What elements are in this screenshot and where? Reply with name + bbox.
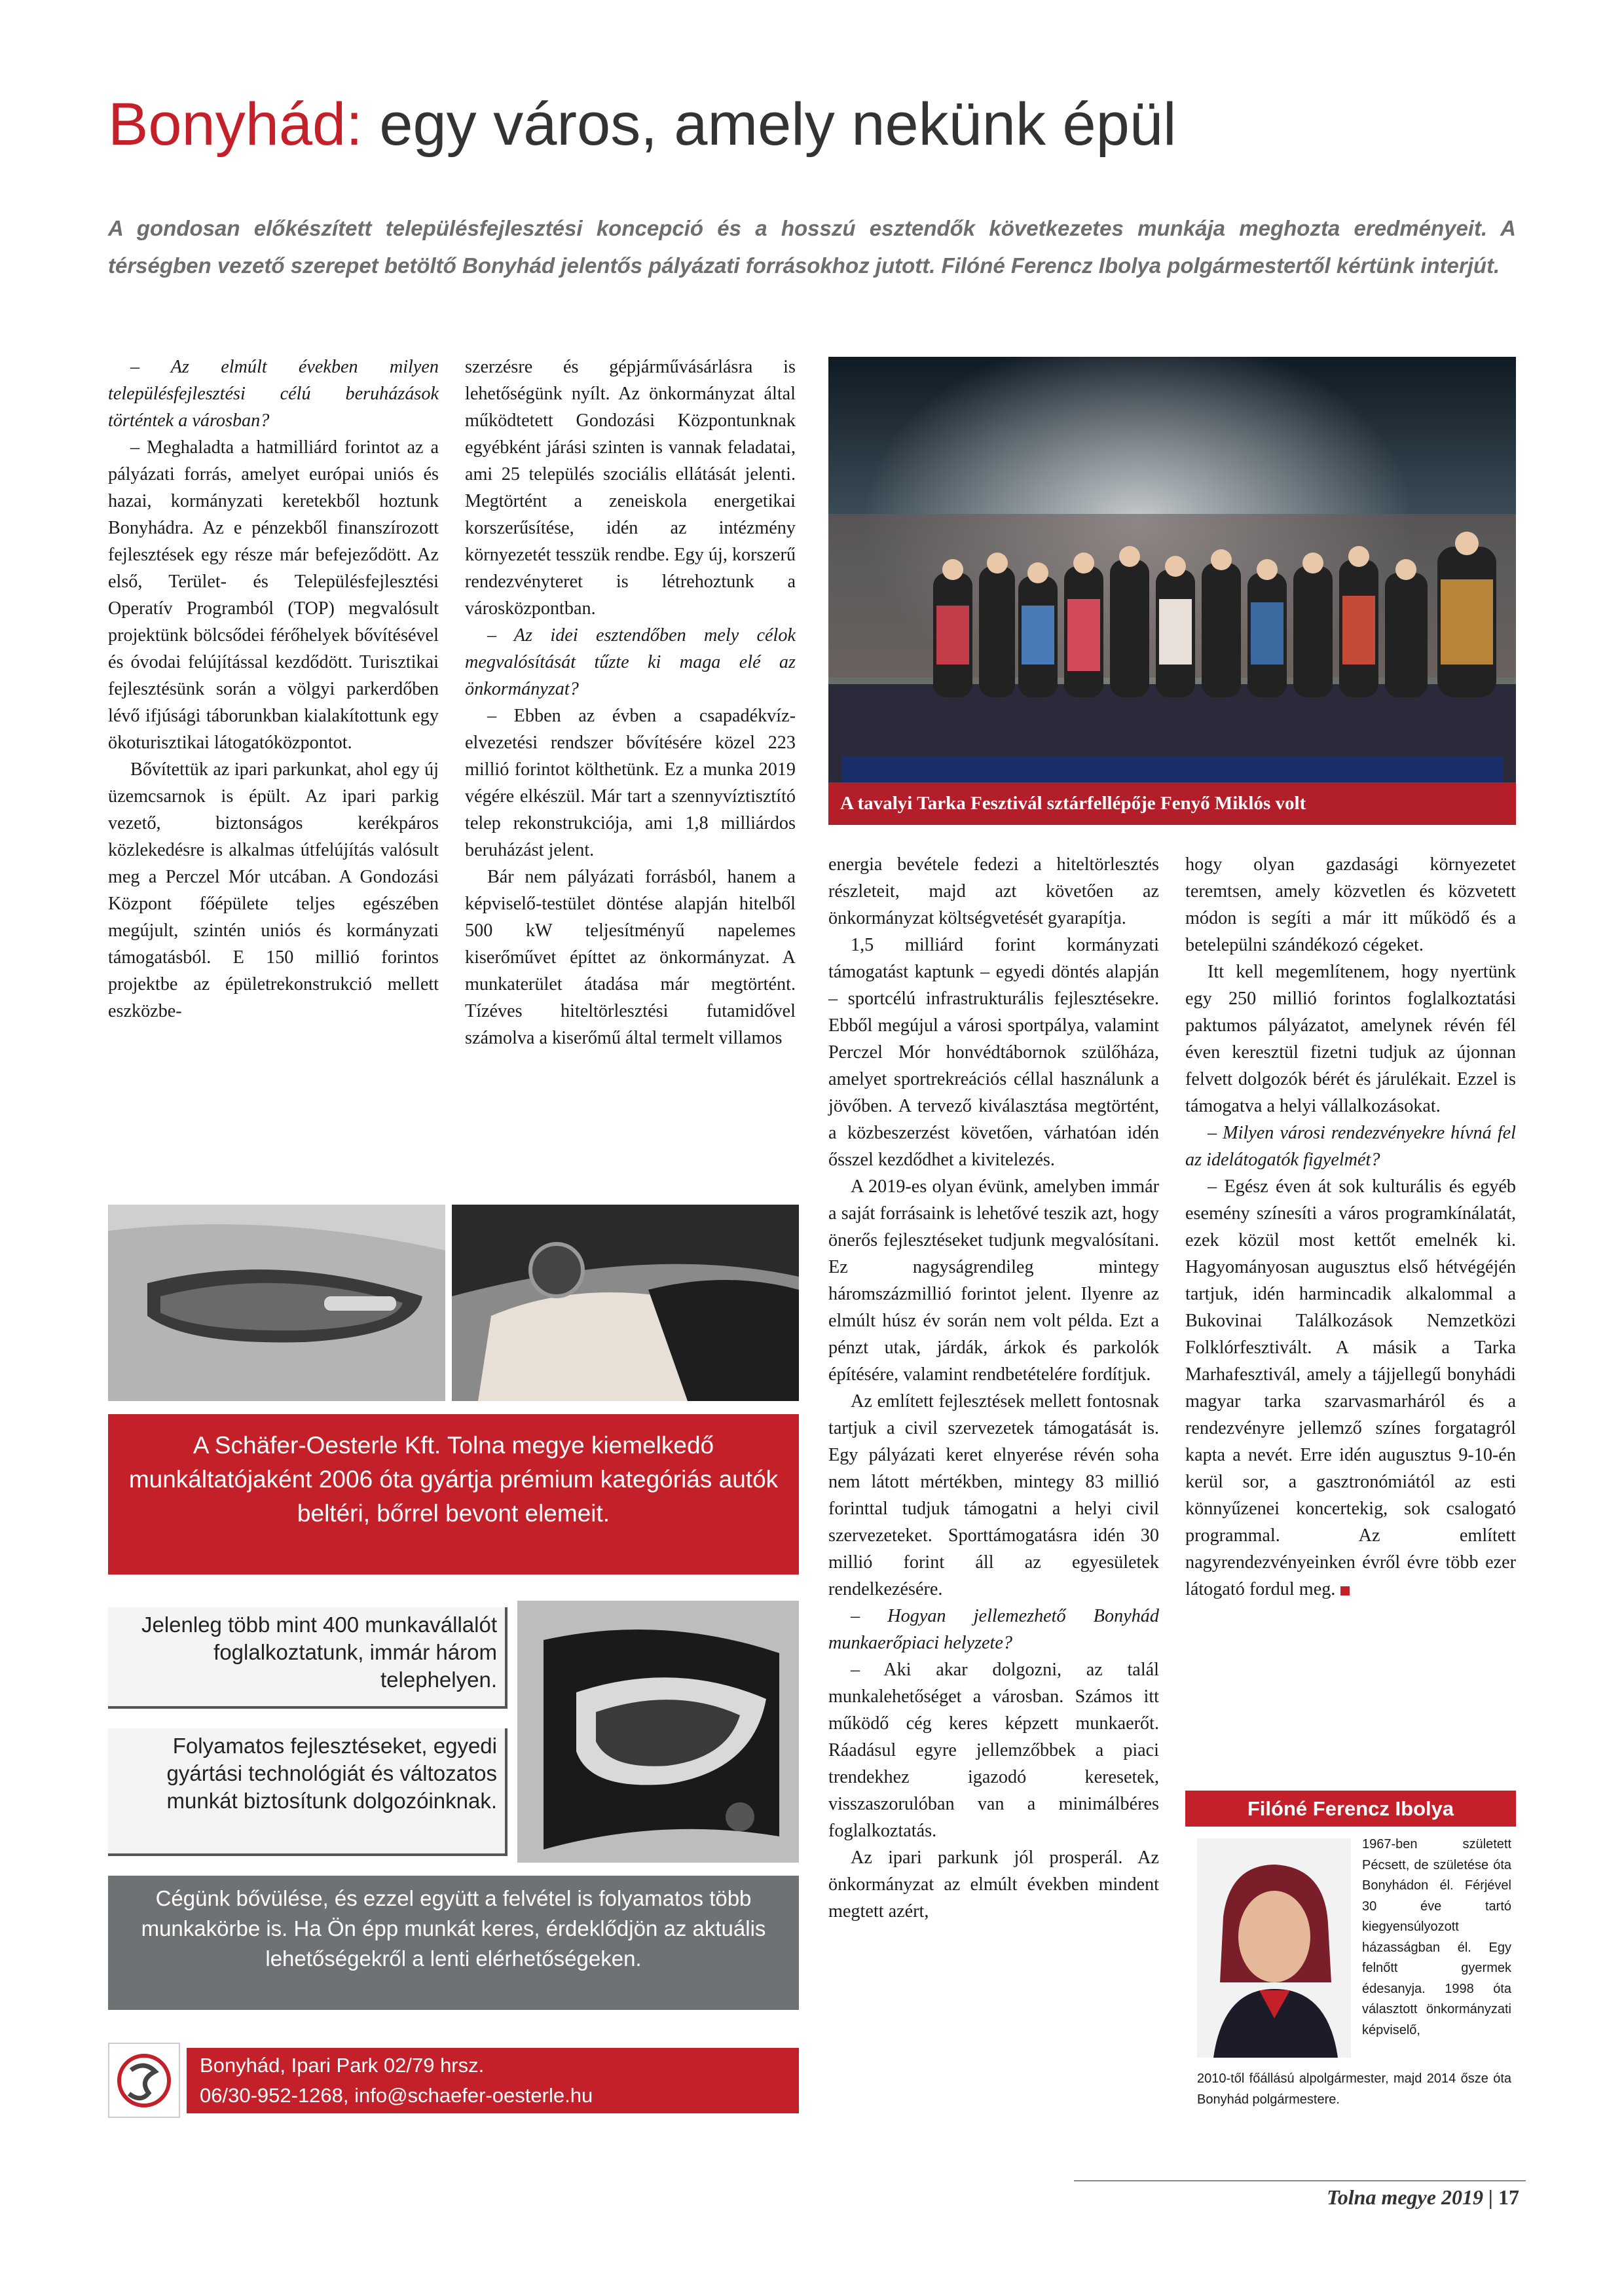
article-paragraph: Bár nem pályázati forrásból, hanem a képviselő-testület döntése alapján hitelből 500 kW teljesítményű napelemes kiserőművet építtet az önkormányzat. A munkaterület átadása már megtörtént. Tízéves hiteltörlesztési futamidővel számolva a kiserőmű által termelt villamos [465, 867, 796, 1048]
article-paragraph: – Meghaladta a hatmilliárd forintot az a pályázati forrás, amelyet európai uniós és hazai, kormányzati keretekből hoztunk Bonyhádra. Az e pénzekből finanszírozott fejlesztések egy része már befejeződött. Az első, Terület- és Településfejlesztési Operatív Programból (TOP) megvalósult projektünk bölcsődei férőhelyek bővítésével és óvodai felújítással kezdődött. Turisztikai fejlesztésünk során a völgyi parkerdőben lévő ifjúsági táborunkban kialakítottunk egy ökoturisztikai látogatóközpontot. [108, 437, 439, 753]
article-paragraph: Az említett fejlesztések mellett fontosnak tartjuk a civil szervezetek támogatását is. Egy pályázati keret elnyerése révén soha nem látott mértékben, mintegy 83 millió forinttal tudjuk támogatni a helyi civil szervezeteket. Sporttámogatásra idén 30 millió forint áll az egyesületek rendelkezésére. [828, 1391, 1159, 1599]
interview-question: – Milyen városi rendezvényekre hívná fel az idelátogatók figyelmét? [1185, 1123, 1516, 1170]
footer-separator: | [1483, 2185, 1498, 2209]
festival-photo [828, 357, 1516, 825]
concert-crowd-image [828, 357, 1516, 825]
title-accent: Bonyhád: [108, 91, 363, 158]
contact-info [187, 2048, 799, 2113]
title-rest: egy város, amely nekünk épül [362, 91, 1177, 158]
end-mark [1340, 1586, 1350, 1595]
article-paragraph: – Egész éven át sok kulturális és egyéb esemény színesíti a város programkínálatát, ezek közül most kettőt emelnék ki. Hagyományosan augusztus első hétvégéjén tartjuk, idén harmincadik alkalommal a Bukovinai Találkozások Nemzetközi Folklórfesztivált. A másik a Tarka Marhafesztivál, amely a tájjellegű bonyhádi magyar tarka szarvasmarháról és a rendezvényre jellemző színes forgatagról kapta a nevét. Erre idén augusztus 9-10-én kerül sor, a gasztronómiától az esti könnyűzenei koncertekig, sok csalogató programmal. Az említett nagyrendezvényeinken évről évre több ezer látogató fordul meg. [1185, 1176, 1516, 1599]
article-paragraph: Itt kell megemlítenem, hogy nyertünk egy 250 millió forintos foglalkoztatási paktumos pályázatot, amelynek révén fél éven keresztül fizetni tudjuk az újonnan felvett dolgozók bérét és járulékait. Ezzel is támogatva a helyi vállalkozásokat. [1185, 962, 1516, 1116]
photo-caption: A tavalyi Tarka Fesztivál sztárfellépője Fenyő Miklós volt [828, 782, 1516, 825]
article-paragraph: hogy olyan gazdasági környezetet teremtsen, amely közvetlen és közvetett módon is segíti a már itt működő és a betelepülni szándékozó cégeket. [1185, 854, 1516, 955]
article-paragraph: Bővítettük az ipari parkunkat, ahol egy új üzemcsarnok is épült. Az ipari parkig vezető, biztonságos kerékpáros közlekedésre is alkalmas útfelújítás valósult meg a Perczel Mór utcában. A Gondozási Központ főépülete teljes egészében megújult, szintén uniós és kormányzati támogatásból. E 150 millió forintos projektbe az épületrekonstrukció mellett eszközbe- [108, 759, 439, 1021]
car-door-image [108, 1205, 445, 1401]
employees-stat-box: Jelenleg több mint 400 munkavállalót foglalkoztatunk, immár három telephelyen. [108, 1607, 507, 1709]
article-paragraph: A 2019-es olyan évünk, amelyben immár a saját forrásaink is lehetővé teszik azt, hogy önerős fejlesztéseket tudjunk megvalósítani. Ez nagyságrendileg mintegy háromszázmillió forintot jelent. Ilyenre az elmúlt húsz év során nem volt példa. Ezt a pénzt utak, járdák, árkok és parkolók építésére, valamint rendbetételére fordítjuk. [828, 1176, 1159, 1385]
development-stat-box: Folyamatos fejlesztéseket, egyedi gyártási technológiát és változatos munkát biztosítunk dolgozóinknak. [108, 1728, 507, 1856]
article-paragraph: energia bevétele fedezi a hiteltörlesztés részleteit, majd azt követően az önkormányzat költségvetését gyarapítja. [828, 854, 1159, 928]
car-interior-image [452, 1205, 799, 1401]
article-column-4 [1185, 851, 1516, 1603]
article-column-3 [828, 851, 1159, 1925]
article-paragraph: Az ipari parkunk jól prosperál. Az önkormányzat az elmúlt években mindent megtett azért, [828, 1848, 1159, 1922]
footer-rule [1074, 2180, 1526, 2181]
bio-text-continued: 2010-től főállású alpolgármester, majd 2014 ősze óta Bonyhád polgármestere. [1197, 2071, 1511, 2107]
mayor-portrait [1197, 1838, 1351, 2058]
interview-question: – Az elmúlt években milyen településfejlesztési célú beruházások történtek a városban? [108, 357, 439, 431]
article-paragraph: 1,5 milliárd forint kormányzati támogatást kaptunk – egyedi döntés alapján – sportcélú infrastrukturális fejlesztésekre. Ebből megújul a városi sportpálya, valamint Perczel Mór honvédtábornok szülőháza, amelyet sportrekreációs céllal használunk a jövőben. A tervező kiválasztása megtörtént, a közbeszerzést követően, várhatóan idén ősszel kezdődhet a kivitelezés. [828, 935, 1159, 1170]
bio-text: 1967-ben született Pécsett, de születése óta Bonyhádon él. Férjével 30 éve tartó kiegyensúlyozott házasságban él. Egy felnőtt gyermek édesanyja. 1998 óta választott önkormányzati képviselő, [1362, 1837, 1511, 2037]
article-paragraph: – Aki akar dolgozni, az talál munkalehetőséget a városban. Számos itt működő cég keres képzett munkaerőt. Ráadásul egyre jellemzőbbek a piaci trendekhez igazodó keresetek, visszaszorulóban van a minimálbéres foglalkoztatás. [828, 1660, 1159, 1841]
bio-box [1185, 1827, 1516, 2134]
address-text: Bonyhád, Ipari Park 02/79 hrsz. [200, 2054, 485, 2077]
company-intro-box: A Schäfer-Oesterle Kft. Tolna megye kiemelkedő munkáltatójaként 2006 óta gyártja prémium kategóriás autók beltéri, bőrrel bevont elemeit. [108, 1414, 799, 1575]
company-logo [108, 2043, 180, 2118]
magazine-year: 2019 [1435, 2185, 1483, 2209]
article-column-1 [108, 354, 439, 1025]
article-column-2 [465, 354, 796, 1051]
bio-name-heading: Filóné Ferencz Ibolya [1185, 1791, 1516, 1827]
contact-bar [108, 2043, 799, 2118]
phone-email-text[interactable]: 06/30-952-1268, info@schaefer-oesterle.hu [200, 2084, 593, 2107]
article-paragraph: szerzésre és gépjárművásárlásra is lehetőségünk nyílt. Az önkormányzat által működtetett Gondozási Központunknak egyébként járási szinten is vannak feladatai, ami 25 település szociális ellátását jelenti. Megtörtént a zeneiskola energetikai korszerűsítése, idén az intézmény környezetét tesszük rendbe. Egy új, korszerű rendezvényteret is létrehoztunk a városközpontban. [465, 357, 796, 619]
interview-question: – Hogyan jellemezhető Bonyhád munkaerőpiaci helyzete? [828, 1606, 1159, 1653]
lead-paragraph: A gondosan előkészített településfejlesztési koncepció és a hosszú esztendők következetes munkája meghozta eredményeit. A térségben vezető szerepet betöltő Bonyhád jelentős pályázati forrásokhoz jutott. Filóné Ferencz Ibolya polgármestertől kértünk interjút. [108, 216, 1516, 278]
article-paragraph: – Ebben az évben a csapadékvíz-elvezetési rendszer bővítésére közel 223 millió forintot költhetünk. Ez a munka 2019 végére elkészül. Már tart a szennyvíztisztító telep rekonstrukciója, ami 1,8 milliárdos beruházást jelent. [465, 706, 796, 860]
magazine-name: Tolna megye [1327, 2185, 1436, 2209]
interview-question: – Az idei esztendőben mely célok megvalósítását tűzte ki maga elé az önkormányzat? [465, 625, 796, 699]
page-number: 17 [1498, 2185, 1519, 2209]
page-title [108, 85, 1549, 164]
door-handle-image [517, 1601, 799, 1863]
page-footer [1074, 2185, 1519, 2210]
job-offer-box: Cégünk bővülése, és ezzel együtt a felvétel is folyamatos több munkakörbe is. Ha Ön épp munkát keres, érdeklődjön az aktuális lehetőségekről a lenti elérhetőségeken. [108, 1876, 799, 2010]
